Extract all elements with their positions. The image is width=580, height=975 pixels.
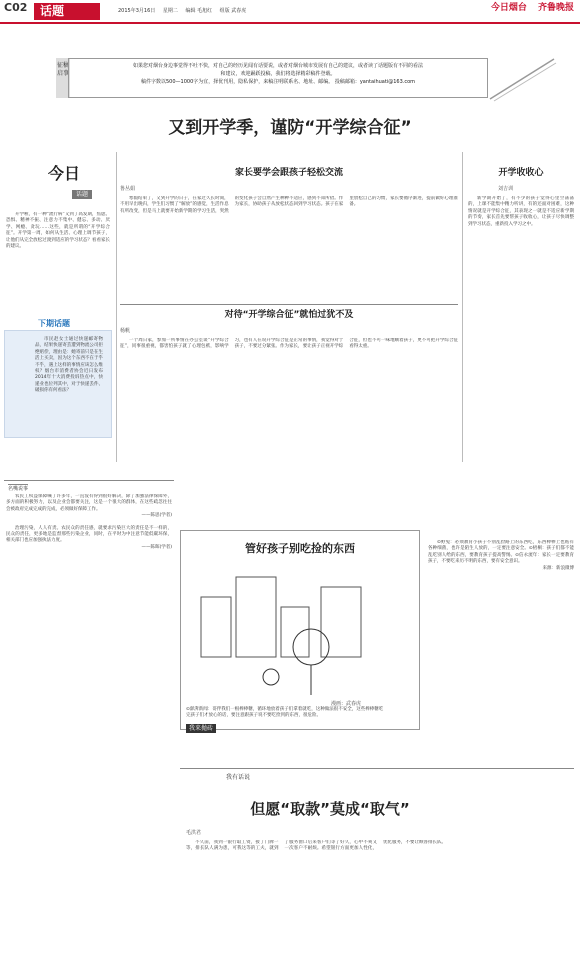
column-divider — [462, 152, 463, 462]
next-topic-title: 下期话题 — [38, 319, 70, 328]
pick-s1: ——陈思(学者) — [141, 513, 172, 519]
article1-subtitle: 家长要学会跟孩子轻松交流 — [234, 168, 343, 178]
cartoon-illustration-icon — [191, 567, 411, 697]
next-topic-body: 市民赵女士通过快递邮寄物品，结果快递寄丢遭到物流公司拒绝赔偿，理由是：她寄前只是在生活上买卖，因为这个东西不在于乎不乎，遇上这样的事情应该怎么维权？烟台市消费者协会近日发布2014年十大消费投诉热点中，快递业也位列其中，对于快递丢件、破损你有何看法？ — [35, 337, 103, 394]
paper-name: 齐鲁晚报 — [537, 3, 574, 13]
lower-body: 不久前，我到一银行取工资，接了门牌一等，排长队人满为患，可我这等的工夫，就到了服务窗口后来客户们等了好久，心中不爽又一次客户不耐烦。希望银行方面更加人性化，优化服务，不要让顾客排长队。 — [186, 840, 446, 852]
article1-body-block — [120, 196, 458, 296]
article3-author: 杨帆 — [120, 328, 131, 334]
comments-block — [428, 540, 574, 750]
next-topic-panel — [4, 330, 112, 438]
pick-p1: 农民工权益保障喊了许多年，一直没有得到很好解决，除了加强法律保障外，多方面的积极努力，以及企业会都要关注，这是一个很大的群体，在这些疏忽往往会被政府完成完成的完成，必须做好保障工作。 — [6, 494, 172, 512]
pick-block — [6, 494, 172, 716]
section-title: 话题 — [34, 3, 100, 20]
notice-tag: 征稿启事 — [56, 58, 70, 98]
header-rule — [0, 22, 580, 24]
divider — [180, 768, 574, 769]
headline-1: 又到开学季，谨防“开学综合征” — [168, 118, 412, 138]
designer: 组版 武春虎 — [219, 8, 247, 14]
divider — [120, 304, 458, 305]
cartoon-caption: ⊙澎湃新闻：哥伴我们一根棒棒糖，循环地放着孩子们拿着就吃，这种做法很不安全，这些棒棒糖吃完孩子们才放心的话，要注意跟孩子说不要吃捡到的东西，很危险。 — [186, 707, 384, 718]
article3-body: 一个周日家，参加一所事情在办公室谈“开学综合征”，同事很重视，都害怕孩子就了心理包袱，影响学习，也有人在说开学综合征是正常的事情，我觉得对于孩子，不要过分紧张。作为家长，要让孩子正视开学综合征，但也不可一味地顺着孩子，更不可把开学综合征看得太重。 — [120, 338, 458, 350]
lower-author: 毛洪君 — [186, 830, 202, 836]
notice-line3: 稿件字数以500—1000字为宜，择优刊用，隐私保护，来稿注明联系名、地址、邮编。 投稿邮箱：yantaihuati@163.com — [140, 79, 416, 85]
masthead — [491, 5, 574, 12]
pick-tag: 名嘴说事 — [8, 486, 29, 492]
paper-tag: 今日烟台 — [490, 3, 527, 13]
lower-body-block — [186, 840, 574, 970]
date: 2015年3月16日 — [118, 8, 156, 14]
column-divider — [116, 152, 117, 462]
header-meta — [118, 8, 252, 15]
lower-headline: 但愿“取款”莫成“取气” — [250, 800, 410, 818]
cartoon-title: 管好孩子别吃捡的东西 — [245, 542, 355, 555]
today-body: 开学啦，有一种“流行病”又到了高发期，焦虑、恐惧、精神不振、注意力不集中、健忘、多动、厌学、网瘾、贪玩……这些，就是所谓的“开学综合征”。开学第一周，如何从生活、心理上调节孩子，让他们从完全放松过渡到适应的学习状态？看看家长的建议。 — [6, 212, 110, 250]
notice-line2: 和建议，欢迎踊跃投稿，我们将选择精彩稿件登载。 — [220, 71, 336, 77]
pick-s2: ——陈晖(学者) — [141, 544, 172, 550]
article2-author: 刘吉训 — [498, 186, 514, 192]
article3-subtitle: 对待“开学综合征”就怕过犹不及 — [224, 310, 354, 320]
cartoon-box — [180, 530, 420, 730]
weekday: 星期二 — [162, 8, 178, 14]
article3-body-block — [120, 338, 458, 462]
today-label: 今日 — [48, 164, 81, 183]
pick-p2: 治理污染，人人有责。农民众的责任感，就要求污染巨大的责任是不一样的，民众的责任，更多地是监督那些污染企业，同时，在平时为中注意节能低碳环保，相关部门也应加强执法力度。 — [6, 525, 172, 544]
notice-box — [68, 58, 488, 98]
divider — [4, 480, 174, 481]
lower-tag: 我有话说 — [226, 774, 251, 781]
today-intro — [6, 212, 110, 308]
today-tag: 话题 — [72, 190, 92, 199]
article2-body-block — [468, 196, 574, 466]
page-code: C02 — [4, 1, 28, 14]
editor: 编辑 毛旭红 — [185, 8, 213, 14]
article1-body: 寒假结束了，又到开学的日子，在家过久长时间，不用早出晚归，学生们习惯了“解放”的感觉，生活作息有所改变，但是马上就要开始新学期的学习生活，突然的变化孩子会自然产生种种不适应，感到不知所措。作为家长，协助孩子从放松状态回到学习状态。孩子在家里放松自己的习惯，家长要循序渐进，提前做好心理准备。 — [120, 196, 458, 214]
pen-decoration-icon — [488, 55, 558, 103]
notice-line1: 如果您对烟台身边事觉得不吐不快，对自己的经历见闻有话要说，或者对烟台城市发展有自己的建议，或者读了话题版有不同的看法 — [132, 63, 423, 69]
article2-subtitle: 开学收收心 — [498, 168, 544, 178]
cartoon-tag: 我来拋砖 — [186, 724, 216, 733]
cartoon-author: 漫画：武春虎 — [331, 701, 362, 707]
article2-body: 新学期开始了，有不少的孩子觉得心里空荡荡的，上课不能集中精力听讲，有的还面对困难，这种情况就是开学综合征，其表现之一就是不适应新学期的节奏，家长首先要帮孩子收收心，让孩子尽快调整到学习状态，重新投入学习之中。 — [468, 196, 574, 227]
article1-author: 鲁丛娟 — [120, 186, 136, 192]
comments-body: ⊙野兔：必须教育小孩子不别乱捡路上的东西吃，东西棒棒上也粘有各种细菌，也许是陌生人放的，一定要注意安全。⊙梧桐：孩子们都不能乱吃别人给的东西，要教育孩子提高警惕。⊙信永流年：家长一定要教育孩子，不要吃来历不明的东西，要有安全意识。 — [428, 540, 574, 565]
comments-source: 来源：新浪微博 — [542, 565, 574, 571]
